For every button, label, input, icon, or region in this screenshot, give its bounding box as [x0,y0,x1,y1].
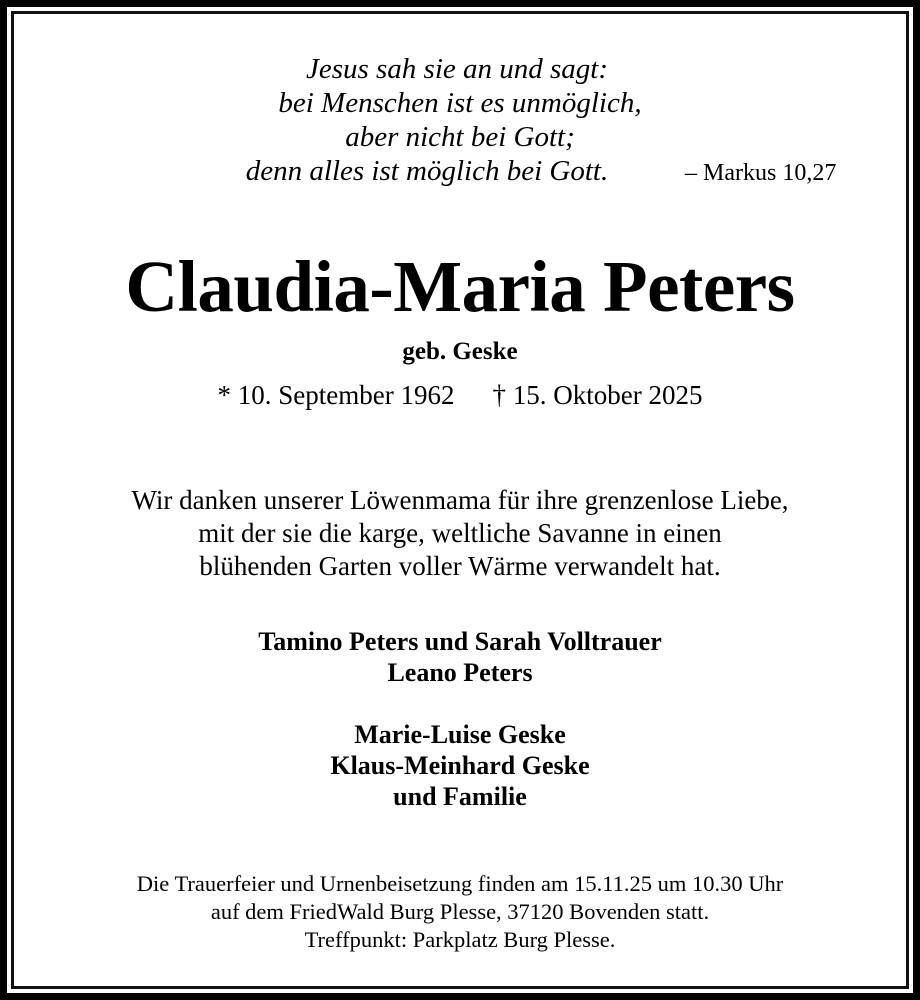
bible-verse [14,52,906,188]
verse-line: denn alles ist möglich bei Gott. [245,155,609,187]
deceased-name: Claudia-Maria Peters [125,246,795,327]
thanks-line: Wir danken unserer Löwenmama für ihre grenzenlose Liebe, [131,485,789,515]
verse-last-line [14,154,906,188]
mourner-line: Tamino Peters und Sarah Volltrauer [258,627,662,656]
mourner-line: und Familie [393,782,527,811]
verse-line: aber nicht bei Gott; [345,121,575,153]
ceremony-line: auf dem FriedWald Burg Plesse, 37120 Bovenden statt. [210,899,710,924]
verse-reference: – Markus 10,27 [685,160,837,186]
thanks-line: mit der sie die karge, weltliche Savanne in einen [198,518,722,548]
life-dates [14,378,906,412]
mourner-line: Klaus-Meinhard Geske [330,751,590,780]
verse-line: Jesus sah sie an und sagt: [305,53,609,85]
ceremony-line: Die Trauerfeier und Urnenbeisetzung finden am 15.11.25 um 10.30 Uhr [136,871,784,896]
mourner-line: Marie-Luise Geske [354,720,566,749]
maiden-name: geb. Geske [402,338,518,365]
obituary-notice [14,14,906,986]
birth-date: * 10. September 1962 [217,380,455,410]
death-date: † 15. Oktober 2025 [492,380,703,410]
thanks-text [14,484,906,583]
mourner-line: Leano Peters [387,658,533,687]
verse-line: bei Menschen ist es unmöglich, [278,87,642,119]
mourners [14,626,906,812]
spacer [14,688,906,719]
ceremony-info [14,870,906,954]
ceremony-line: Treffpunkt: Parkplatz Burg Plesse. [304,927,616,952]
thanks-line: blühenden Garten voller Wärme verwandelt hat. [199,551,721,581]
